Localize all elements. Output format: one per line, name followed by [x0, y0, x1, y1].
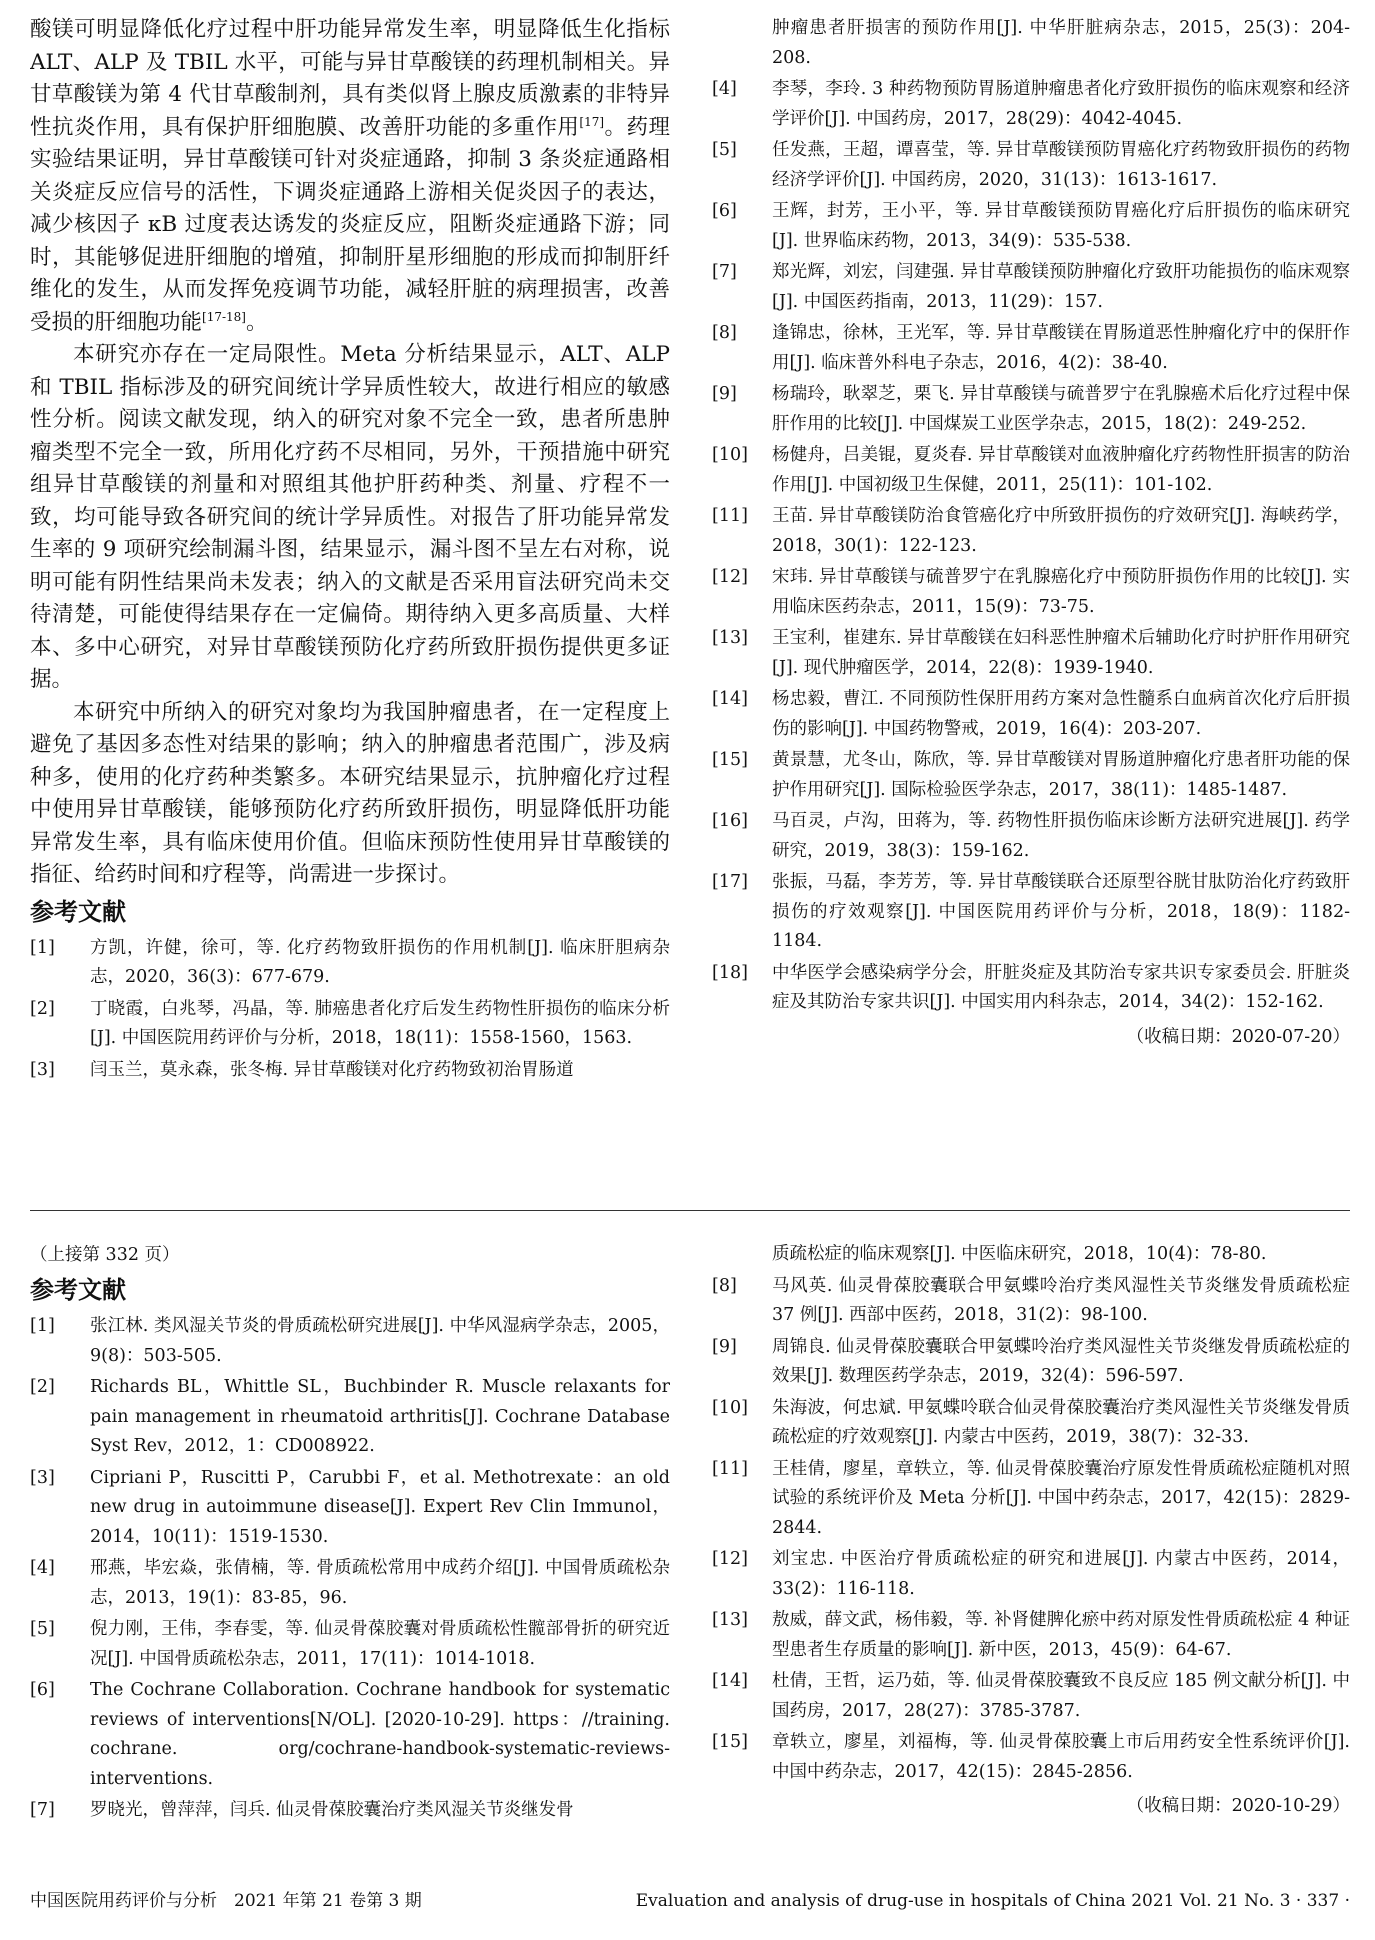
- reference-text: 张江林. 类风湿关节炎的骨质疏松研究进展[J]. 中华风湿病学杂志，2005，9(8)：503-505.: [90, 1316, 670, 1366]
- reference-item: [30, 1554, 670, 1613]
- reference-number: [8]: [712, 323, 737, 343]
- reference-text: 倪力刚，王伟，李春雯，等. 仙灵骨葆胶囊对骨质疏松性髋部骨折的研究近况[J]. 中国骨质疏松杂志，2011，17(11)：1014-1018.: [90, 1619, 670, 1669]
- received-date: （收稿日期：2020-10-29）: [1126, 1796, 1350, 1816]
- reference-item: [30, 1464, 670, 1553]
- citation: [17-18]: [202, 309, 246, 324]
- reference-number: [14]: [712, 1671, 748, 1691]
- bottom-left-column: [30, 1240, 670, 1828]
- reference-number: [2]: [30, 998, 55, 1019]
- reference-list: [712, 75, 1350, 1018]
- reference-number: [18]: [712, 962, 748, 983]
- reference-text: 李琴，李玲. 3 种药物预防胃肠道肿瘤患者化疗致肝损伤的临床观察和经济学评价[J]. 中国药房，2017，28(29)：4042-4045.: [772, 79, 1350, 129]
- reference-number: [5]: [712, 140, 737, 160]
- reference-number: [13]: [712, 628, 748, 648]
- reference-continuation: 肿瘤患者肝损害的预防作用[J]. 中华肝脏病杂志，2015，25(3)：204-208.: [772, 18, 1350, 68]
- reference-text: 逢锦忠，徐林，王光军，等. 异甘草酸镁在胃肠道恶性肿瘤化疗中的保肝作用[J]. 临床普外科电子杂志，2016，4(2)：38-40.: [772, 323, 1350, 373]
- reference-text: 周锦良. 仙灵骨葆胶囊联合甲氨蝶呤治疗类风湿性关节炎继发骨质疏松症的效果[J]. 数理医药学杂志，2019，32(4)：596-597.: [772, 1336, 1350, 1386]
- journal-name-cn: 中国医院用药评价与分析 2021 年第 21 卷第 3 期: [30, 1891, 422, 1911]
- reference-text: 杜倩，王哲，运乃茹，等. 仙灵骨葆胶囊致不良反应 185 例文献分析[J]. 中国药房，2017，28(27)：3785-3787.: [772, 1671, 1350, 1721]
- reference-number: [7]: [30, 1800, 55, 1820]
- reference-number: [13]: [712, 1610, 748, 1630]
- reference-item: [30, 995, 670, 1054]
- reference-number: [3]: [30, 1467, 55, 1488]
- reference-list: [712, 1272, 1350, 1788]
- reference-item: [712, 563, 1350, 622]
- reference-list: [30, 934, 670, 1086]
- reference-number: [15]: [712, 1732, 748, 1752]
- citation: [17]: [579, 114, 605, 129]
- reference-item: [712, 685, 1350, 744]
- reference-continuation: 质疏松症的临床观察[J]. 中医临床研究，2018，10(4)：78-80.: [772, 1244, 1267, 1264]
- body-paragraph: 本研究中所纳入的研究对象均为我国肿瘤患者，在一定程度上避免了基因多态性对结果的影响；纳入的肿瘤患者范围广，涉及病种多，使用的化疗药种类繁多。本研究结果显示，抗肿瘤化疗过程中使用异甘草酸镁，能够预防化疗药所致肝损伤，明显降低肝功能异常发生率，具有临床使用价值。但临床预防性使用异甘草酸镁的指征、给药时间和疗程等，尚需进一步探讨。: [30, 699, 670, 887]
- reference-number: [1]: [30, 1316, 55, 1336]
- reference-text: Cipriani P，Ruscitti P，Carubbi F，et al. Methotrexate：an old new drug in autoimmune disease[J]. Expert Rev Clin Immunol，2014，10(11)：1519-1530.: [90, 1467, 670, 1547]
- reference-item: [712, 1728, 1350, 1787]
- journal-name-en: Evaluation and analysis of drug-use in hospitals of China 2021 Vol. 21 No. 3 · 337 ·: [635, 1891, 1350, 1911]
- reference-item: [712, 441, 1350, 500]
- reference-item: [30, 1615, 670, 1674]
- reference-text: 杨健舟，吕美锟，夏炎春. 异甘草酸镁对血液肿瘤化疗药物性肝损害的防治作用[J]. 中国初级卫生保健，2011，25(11)：101-102.: [772, 445, 1350, 495]
- reference-item: [30, 1056, 670, 1086]
- reference-number: [10]: [712, 445, 748, 465]
- reference-number: [7]: [712, 262, 737, 282]
- reference-number: [12]: [712, 567, 748, 587]
- reference-text: 王宝利，崔建东. 异甘草酸镁在妇科恶性肿瘤术后辅助化疗时护肝作用研究[J]. 现代肿瘤医学，2014，22(8)：1939-1940.: [772, 628, 1350, 678]
- reference-item: [712, 136, 1350, 195]
- reference-item: [712, 319, 1350, 378]
- reference-item: [712, 1606, 1350, 1665]
- reference-item: [30, 1312, 670, 1371]
- reference-text: 马百灵，卢沟，田蒋为，等. 药物性肝损伤临床诊断方法研究进展[J]. 药学研究，2019，38(3)：159-162.: [772, 811, 1350, 861]
- reference-text: 黄景慧，尤冬山，陈欣，等. 异甘草酸镁对胃肠道肿瘤化疗患者肝功能的保护作用研究[J]. 国际检验医学杂志，2017，38(11)：1485-1487.: [772, 750, 1350, 800]
- section-divider: [30, 1210, 1350, 1211]
- reference-item: [712, 75, 1350, 134]
- reference-number: [8]: [712, 1275, 737, 1296]
- reference-number: [16]: [712, 811, 748, 831]
- reference-text: 杨瑞玲，耿翠芝，栗飞. 异甘草酸镁与硫普罗宁在乳腺癌术后化疗过程中保肝作用的比较[J]. 中国煤炭工业医学杂志，2015，18(2)：249-252.: [772, 384, 1350, 434]
- reference-number: [6]: [30, 1680, 55, 1700]
- top-left-column: [30, 14, 670, 1087]
- reference-item: [712, 1667, 1350, 1726]
- body-paragraph: 酸镁可明显降低化疗过程中肝功能异常发生率，明显降低生化指标 ALT、ALP 及 TBIL 水平，可能与异甘草酸镁的药理机制相关。异甘草酸镁为第 4 代甘草酸制剂，具有类似肾上腺皮质激素的非特异性抗炎作用，具有保护肝细胞膜、改善肝功能的多重作用[17]。药理实验结果证明，异甘草酸镁可针对炎症通路，抑制 3 条炎症通路相关炎症反应信号的活性，下调炎症通路上游相关促炎因子的表达，减少核因子 κB 过度表达诱发的炎症反应，阻断炎症通路下游；同时，其能够促进肝细胞的增殖，抑制肝星形细胞的形成而抑制肝纤维化的发生，从而发挥免疫调节功能，减轻肝脏的病理损害，改善受损的肝细胞功能[17-18]。: [30, 17, 670, 335]
- reference-text: 王苗. 异甘草酸镁防治食管癌化疗中所致肝损伤的疗效研究[J]. 海峡药学，2018，30(1)：122-123.: [772, 506, 1350, 556]
- reference-number: [3]: [30, 1059, 55, 1080]
- reference-item: [712, 1272, 1350, 1331]
- bottom-right-column: [712, 1240, 1350, 1821]
- reference-item: [712, 868, 1350, 957]
- reference-item: [30, 934, 670, 993]
- reference-item: [712, 959, 1350, 1018]
- reference-item: [712, 1545, 1350, 1604]
- reference-text: 马风英. 仙灵骨葆胶囊联合甲氨蝶呤治疗类风湿性关节炎继发骨质疏松症 37 例[J]. 西部中医药，2018，31(2)：98-100.: [772, 1275, 1350, 1325]
- reference-item: [712, 1333, 1350, 1392]
- reference-text: 闫玉兰，莫永森，张冬梅. 异甘草酸镁对化疗药物致初治胃肠道: [90, 1059, 574, 1080]
- reference-item: [712, 502, 1350, 561]
- reference-item: [30, 1676, 670, 1794]
- reference-text: 邢燕，毕宏焱，张倩楠，等. 骨质疏松常用中成药介绍[J]. 中国骨质疏松杂志，2013，19(1)：83-85，96.: [90, 1558, 670, 1608]
- reference-item: [712, 258, 1350, 317]
- reference-text: 郑光辉，刘宏，闫建强. 异甘草酸镁预防肿瘤化疗致肝功能损伤的临床观察[J]. 中国医药指南，2013，11(29)：157.: [772, 262, 1350, 312]
- reference-text: 宋玮. 异甘草酸镁与硫普罗宁在乳腺癌化疗中预防肝损伤作用的比较[J]. 实用临床医药杂志，2011，15(9)：73-75.: [772, 567, 1350, 617]
- reference-number: [14]: [712, 689, 748, 709]
- reference-number: [2]: [30, 1377, 55, 1397]
- reference-number: [11]: [712, 1458, 748, 1479]
- continued-note: （上接第 332 页）: [30, 1245, 180, 1265]
- reference-text: 敖威，薛文武，杨伟毅，等. 补肾健脾化瘀中药对原发性骨质疏松症 4 种证型患者生存质量的影响[J]. 新中医，2013，45(9)：64-67.: [772, 1610, 1350, 1660]
- reference-list: [30, 1312, 670, 1826]
- reference-number: [11]: [712, 506, 748, 526]
- reference-number: [6]: [712, 201, 737, 221]
- reference-text: 王桂倩，廖星，章轶立，等. 仙灵骨葆胶囊治疗原发性骨质疏松症随机对照试验的系统评价及 Meta 分析[J]. 中国中药杂志，2017，42(15)：2829-2844.: [772, 1458, 1350, 1538]
- reference-item: [712, 624, 1350, 683]
- reference-text: 丁晓霞，白兆琴，冯晶，等. 肺癌患者化疗后发生药物性肝损伤的临床分析[J]. 中国医院用药评价与分析，2018，18(11)：1558-1560，1563.: [90, 998, 670, 1048]
- reference-number: [4]: [30, 1558, 55, 1578]
- top-right-column: [712, 14, 1350, 1052]
- reference-text: The Cochrane Collaboration. Cochrane handbook for systematic reviews of interventions[N/OL]. [2020-10-29]. https：//training. cochrane. org/cochrane-handbook-systematic-reviews-interventions.: [90, 1680, 670, 1789]
- reference-text: 杨忠毅，曹江. 不同预防性保肝用药方案对急性髓系白血病首次化疗后肝损伤的影响[J]. 中国药物警戒，2019，16(4)：203-207.: [772, 689, 1350, 739]
- reference-text: 任发燕，王超，谭喜莹，等. 异甘草酸镁预防胃癌化疗药物致肝损伤的药物经济学评价[J]. 中国药房，2020，31(13)：1613-1617.: [772, 140, 1350, 190]
- received-date: （收稿日期：2020-07-20）: [1126, 1026, 1350, 1047]
- reference-item: [712, 1455, 1350, 1544]
- reference-number: [12]: [712, 1549, 748, 1569]
- reference-number: [9]: [712, 1336, 737, 1357]
- reference-number: [5]: [30, 1619, 55, 1639]
- reference-text: 方凯，许健，徐可，等. 化疗药物致肝损伤的作用机制[J]. 临床肝胆病杂志，2020，36(3)：677-679.: [90, 937, 670, 987]
- reference-text: 朱海波，何忠斌. 甲氨蝶呤联合仙灵骨葆胶囊治疗类风湿性关节炎继发骨质疏松症的疗效观察[J]. 内蒙古中医药，2019，38(7)：32-33.: [772, 1397, 1350, 1447]
- reference-text: 王辉，封芳，王小平，等. 异甘草酸镁预防胃癌化疗后肝损伤的临床研究[J]. 世界临床药物，2013，34(9)：535-538.: [772, 201, 1350, 251]
- reference-number: [17]: [712, 872, 748, 892]
- reference-text: 刘宝忠. 中医治疗骨质疏松症的研究和进展[J]. 内蒙古中医药，2014，33(2)：116-118.: [772, 1549, 1350, 1599]
- reference-text: 罗晓光，曾萍萍，闫兵. 仙灵骨葆胶囊治疗类风湿关节炎继发骨: [90, 1800, 574, 1820]
- reference-item: [712, 380, 1350, 439]
- reference-item: [712, 807, 1350, 866]
- reference-item: [30, 1796, 670, 1826]
- references-heading: 参考文献: [30, 1276, 126, 1304]
- reference-number: [10]: [712, 1397, 748, 1418]
- reference-item: [712, 746, 1350, 805]
- reference-number: [4]: [712, 79, 737, 99]
- reference-number: [9]: [712, 384, 737, 404]
- reference-text: Richards BL，Whittle SL，Buchbinder R. Muscle relaxants for pain management in rheumatoid arthritis[J]. Cochrane Database Syst Rev，2012，1：CD008922.: [90, 1377, 670, 1456]
- reference-number: [1]: [30, 937, 55, 958]
- reference-number: [15]: [712, 750, 748, 770]
- reference-text: 中华医学会感染病学分会，肝脏炎症及其防治专家共识专家委员会. 肝脏炎症及其防治专家共识[J]. 中国实用内科杂志，2014，34(2)：152-162.: [772, 962, 1350, 1012]
- reference-text: 张振，马磊，李芳芳，等. 异甘草酸镁联合还原型谷胱甘肽防治化疗药致肝损伤的疗效观察[J]. 中国医院用药评价与分析，2018，18(9)：1182-1184.: [772, 872, 1350, 951]
- references-heading: 参考文献: [30, 897, 126, 926]
- reference-item: [712, 1394, 1350, 1453]
- reference-text: 章轶立，廖星，刘福梅，等. 仙灵骨葆胶囊上市后用药安全性系统评价[J]. 中国中药杂志，2017，42(15)：2845-2856.: [772, 1732, 1350, 1782]
- reference-item: [30, 1373, 670, 1462]
- reference-item: [712, 197, 1350, 256]
- body-paragraph: 本研究亦存在一定局限性。Meta 分析结果显示，ALT、ALP 和 TBIL 指标涉及的研究间统计学异质性较大，故进行相应的敏感性分析。阅读文献发现，纳入的研究对象不完全一致，患者所患肿瘤类型不完全一致，所用化疗药不尽相同，另外，干预措施中研究组异甘草酸镁的剂量和对照组其他护肝药种类、剂量、疗程不一致，均可能导致各研究间的统计学异质性。对报告了肝功能异常发生率的 9 项研究绘制漏斗图，结果显示，漏斗图不呈左右对称，说明可能有阴性结果尚未发表；纳入的文献是否采用盲法研究尚未交待清楚，可能使得结果存在一定偏倚。期待纳入更多高质量、大样本、多中心研究，对异甘草酸镁预防化疗药所致肝损伤提供更多证据。: [30, 342, 670, 692]
